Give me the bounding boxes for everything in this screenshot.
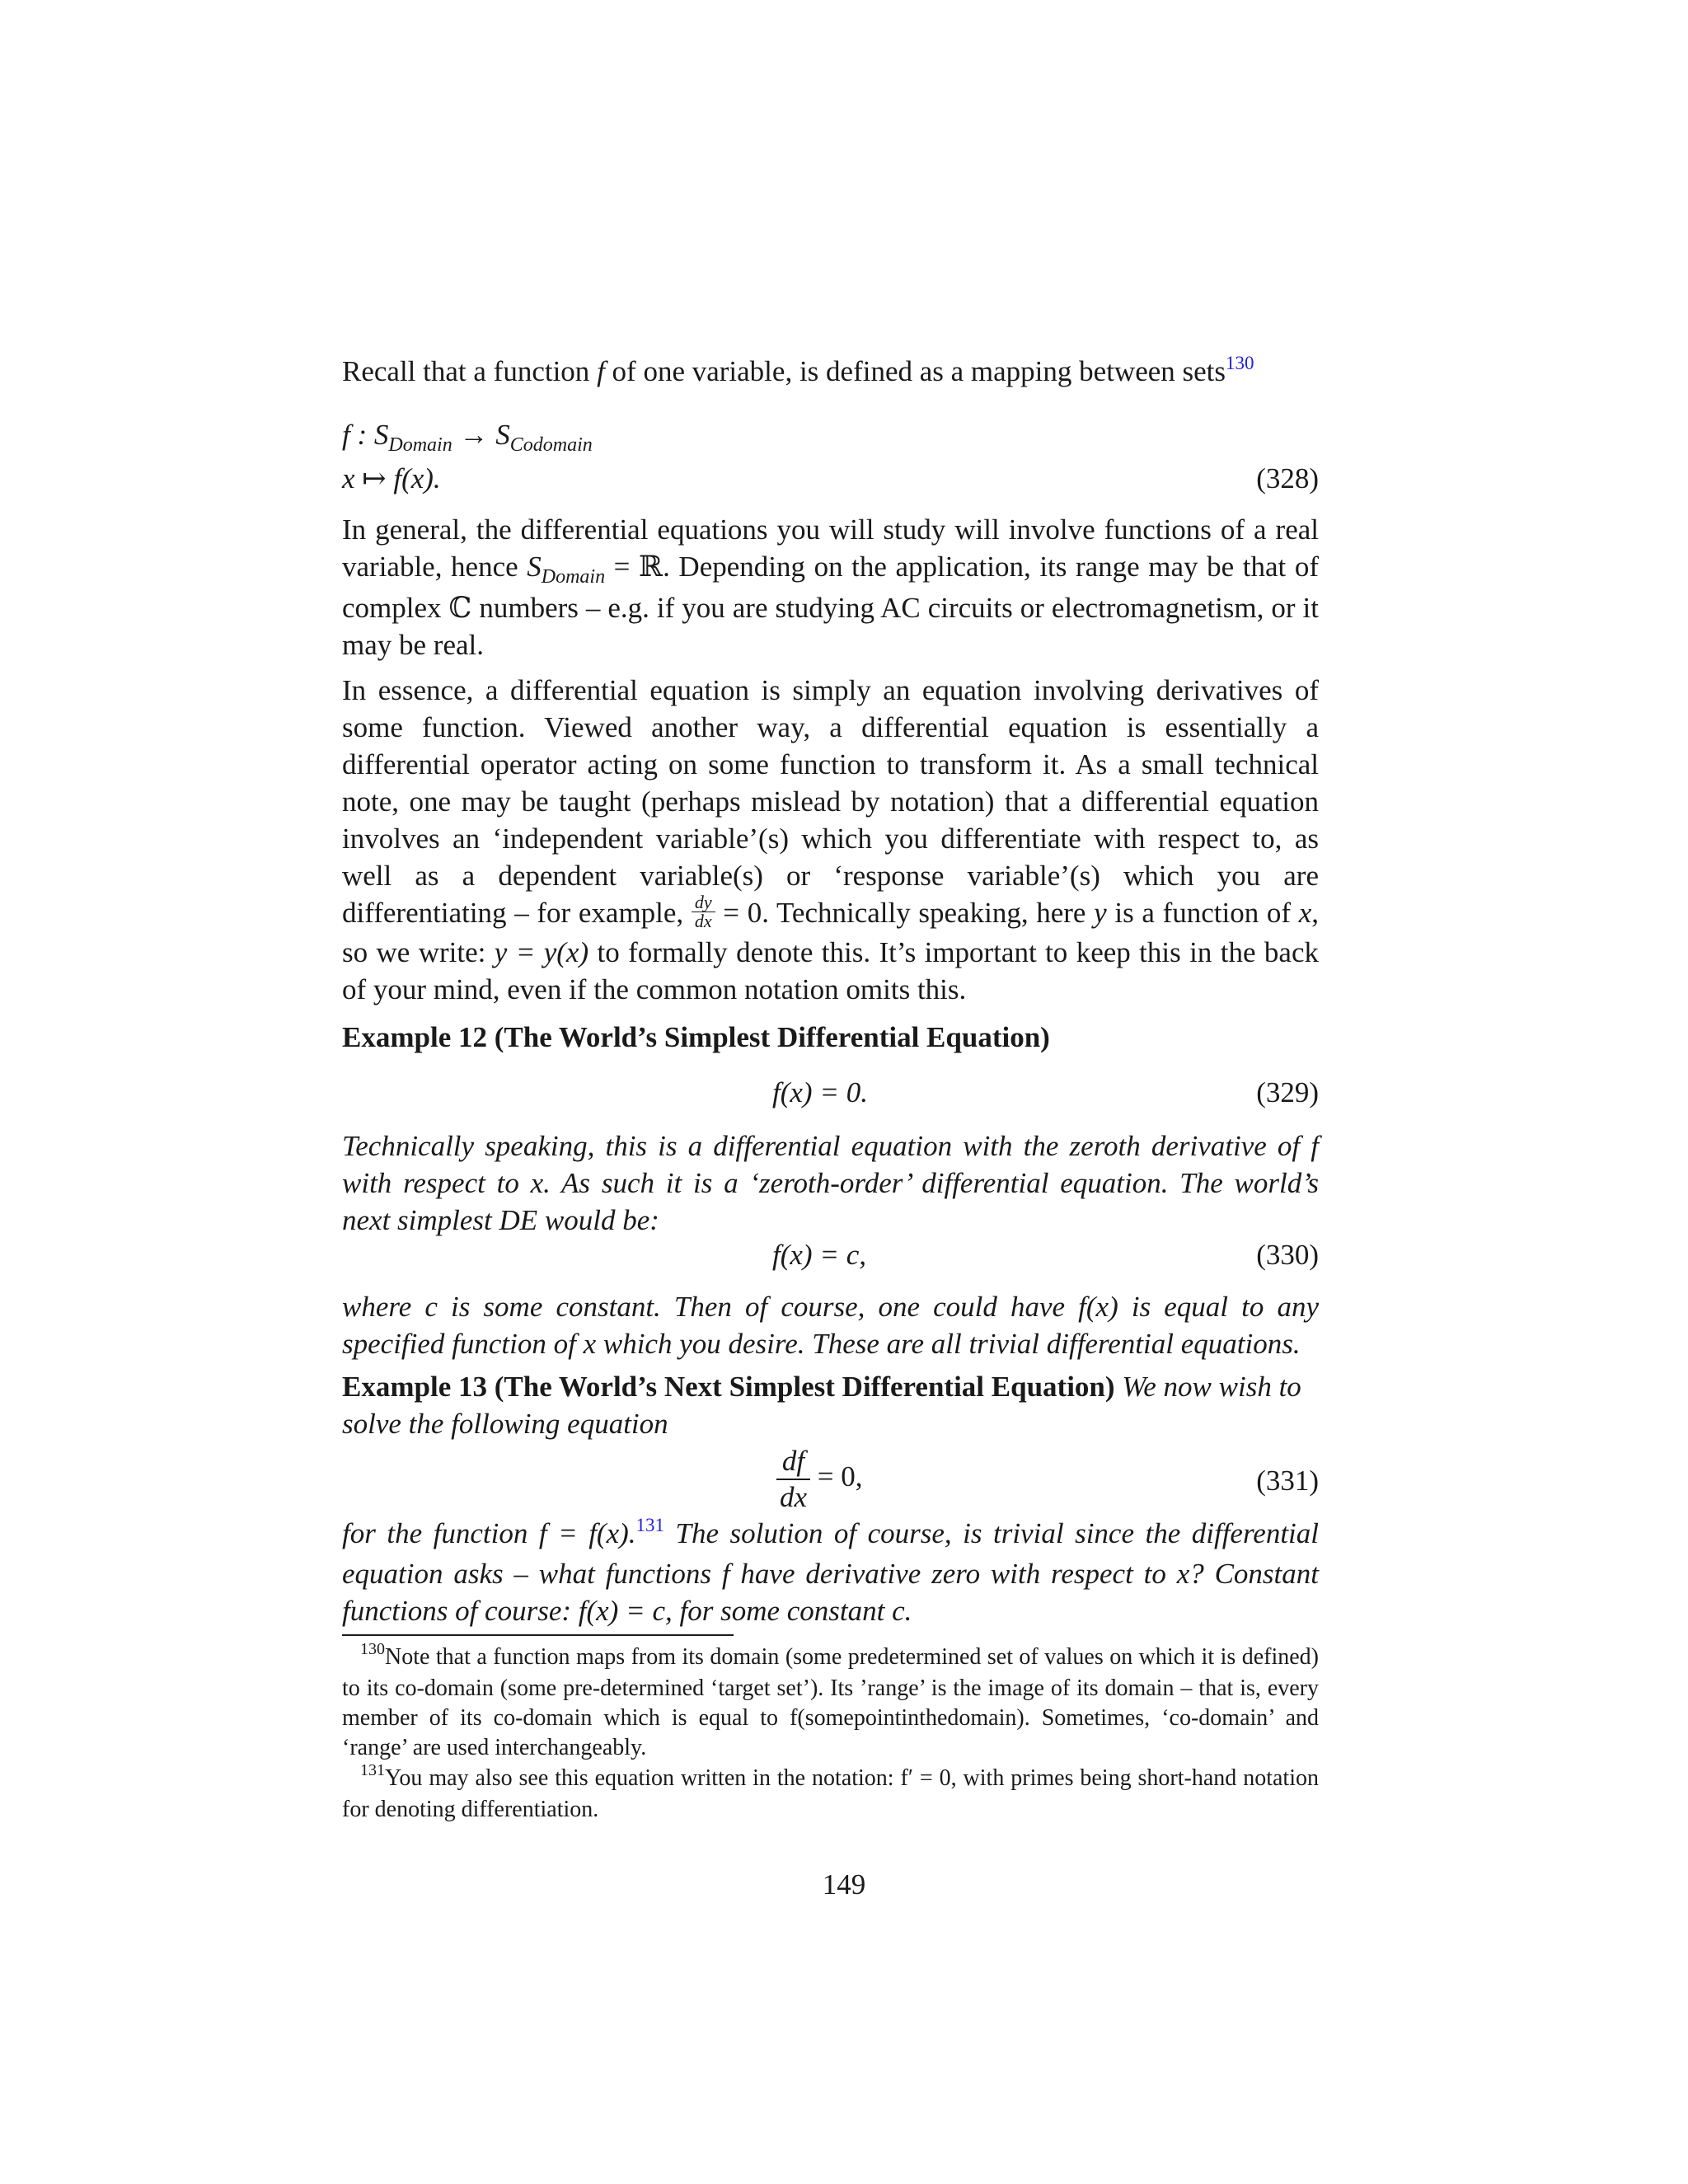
equation-number-330: (330) <box>1256 1239 1319 1271</box>
para1-s: S <box>527 551 542 583</box>
example-13-text-b: The solution of course, is trivial since the differential equation asks – what functions f have derivative zero with respect to x? Constant functions of course: f(x) = c, for some constant c. <box>342 1517 1319 1627</box>
eq331-rest: = 0, <box>810 1460 863 1493</box>
example-12-heading <box>342 1019 1319 1056</box>
footnote-131-number: 131 <box>360 1761 385 1779</box>
para2-text-a: In essence, a differential equation is simply an equation involving derivatives of some function. Viewed another way, a differential equation is essentially a differential operator acting on some function to transform it. As a small technical note, one may be taught (perhaps mislead by notation) that a differential equation involves an ‘independent variable’(s) which you differentiate with respect to, as well as a dependent variable(s) or ‘response variable’(s) which you are differentiating – for example, <box>342 674 1319 929</box>
example-12-text1: Technically speaking, this is a differential equation with the zeroth derivative of f with respect to x. As such it is a ‘zeroth-order’ differential equation. The world’s next simplest DE would be: <box>342 1130 1319 1236</box>
eq331-expression <box>776 1444 863 1515</box>
example-12-body2 <box>342 1288 1319 1362</box>
para2-yeq: y = y(x) <box>494 936 589 969</box>
page-number: 149 <box>822 1868 866 1900</box>
footnote-130-text: Note that a function maps from its domain (some predetermined set of values on which it is defined) to its co-domain (some pre-determined ‘target set’). Its ’range’ is the image of its domain – that is, every member of its co-domain which is equal to f(somepointinthedomain). Sometimes, ‘co-domain’ and ‘range’ are used interchangeably. <box>342 1644 1319 1760</box>
footnote-131-text: You may also see this equation written in the notation: f′ = 0, with primes being short-hand notation for denoting differentiation. <box>342 1765 1319 1822</box>
eq328-sub-domain: Domain <box>388 434 452 456</box>
example-13-body <box>342 1515 1319 1629</box>
para1-sub: Domain <box>541 566 606 588</box>
para1-text-a: In general, the differential equations you will study will involve functions of a real variable, hence <box>342 513 1319 583</box>
eq328-colon: : S <box>349 419 389 451</box>
intro-line <box>342 353 1319 393</box>
para1-text-b: = ℝ. Depending on the application, its range may be that of complex ℂ numbers – e.g. if you are studying AC circuits or electromagnetism, or it may be real. <box>342 551 1319 661</box>
example-13-heading <box>342 1368 1331 1442</box>
example-12-title: Example 12 (The World’s Simplest Differential Equation) <box>342 1021 1050 1053</box>
footnote-130-number: 130 <box>360 1640 385 1658</box>
eq330-expression: f(x) = c, <box>772 1239 866 1271</box>
dy-dx-fraction <box>692 893 715 930</box>
equation-number-329: (329) <box>1256 1076 1319 1108</box>
example-12-text2: where c is some constant. Then of course, one could have f(x) is equal to any specified function of x which you desire. These are all trivial differential equations. <box>342 1291 1319 1360</box>
para2-text-c: is a function of <box>1106 897 1299 929</box>
example-13-text-a: for the function f = f(x). <box>342 1517 636 1549</box>
para2-text-e: to formally denote this. It’s important to keep this in the back of your mind, even if the common notation omits this. <box>342 936 1319 1006</box>
equation-328-line2 <box>342 460 1319 497</box>
eq328-mapsto: x ↦ f(x). <box>342 462 441 494</box>
equation-328-line1 <box>342 416 1319 456</box>
dx-denominator: dx <box>694 911 712 932</box>
eq328-f: f <box>342 419 350 451</box>
intro-text2: of one variable, is defined as a mapping between sets <box>612 355 1226 387</box>
equation-number-328: (328) <box>1256 462 1319 494</box>
paragraph-essence <box>342 672 1319 1008</box>
equation-329 <box>342 1074 1319 1111</box>
df-numerator: df <box>776 1444 810 1480</box>
intro-f: f <box>597 355 605 387</box>
eq328-sub-codomain: Codomain <box>509 434 593 456</box>
footnote-131 <box>342 1761 1319 1825</box>
footnote-130 <box>342 1640 1319 1763</box>
example-12-body1 <box>342 1127 1319 1239</box>
eq329-expression: f(x) = 0. <box>772 1076 868 1108</box>
para2-y: y <box>1094 897 1107 929</box>
para2-x: x <box>1298 897 1312 929</box>
para2-text-b: = 0. Technically speaking, here <box>715 897 1095 929</box>
dy-numerator: dy <box>692 893 715 912</box>
dx-denominator-331: dx <box>780 1481 808 1513</box>
equation-number-331: (331) <box>1256 1465 1319 1497</box>
equation-331 <box>342 1444 1319 1518</box>
df-dx-fraction <box>776 1444 810 1515</box>
equation-330 <box>342 1236 1319 1273</box>
footnote-rule <box>342 1634 734 1636</box>
paragraph-general <box>342 511 1319 663</box>
footnote-ref-130[interactable]: 130 <box>1226 353 1254 373</box>
intro-text: Recall that a function <box>342 355 590 387</box>
footnote-ref-131[interactable]: 131 <box>635 1515 665 1535</box>
example-13-lead: We now wish to solve the following equation <box>342 1371 1301 1440</box>
para2-text-d: , so we write: <box>342 897 1320 969</box>
eq328-arrow: → S <box>452 419 510 451</box>
example-13-title: Example 13 (The World’s Next Simplest Differential Equation) <box>342 1371 1115 1403</box>
